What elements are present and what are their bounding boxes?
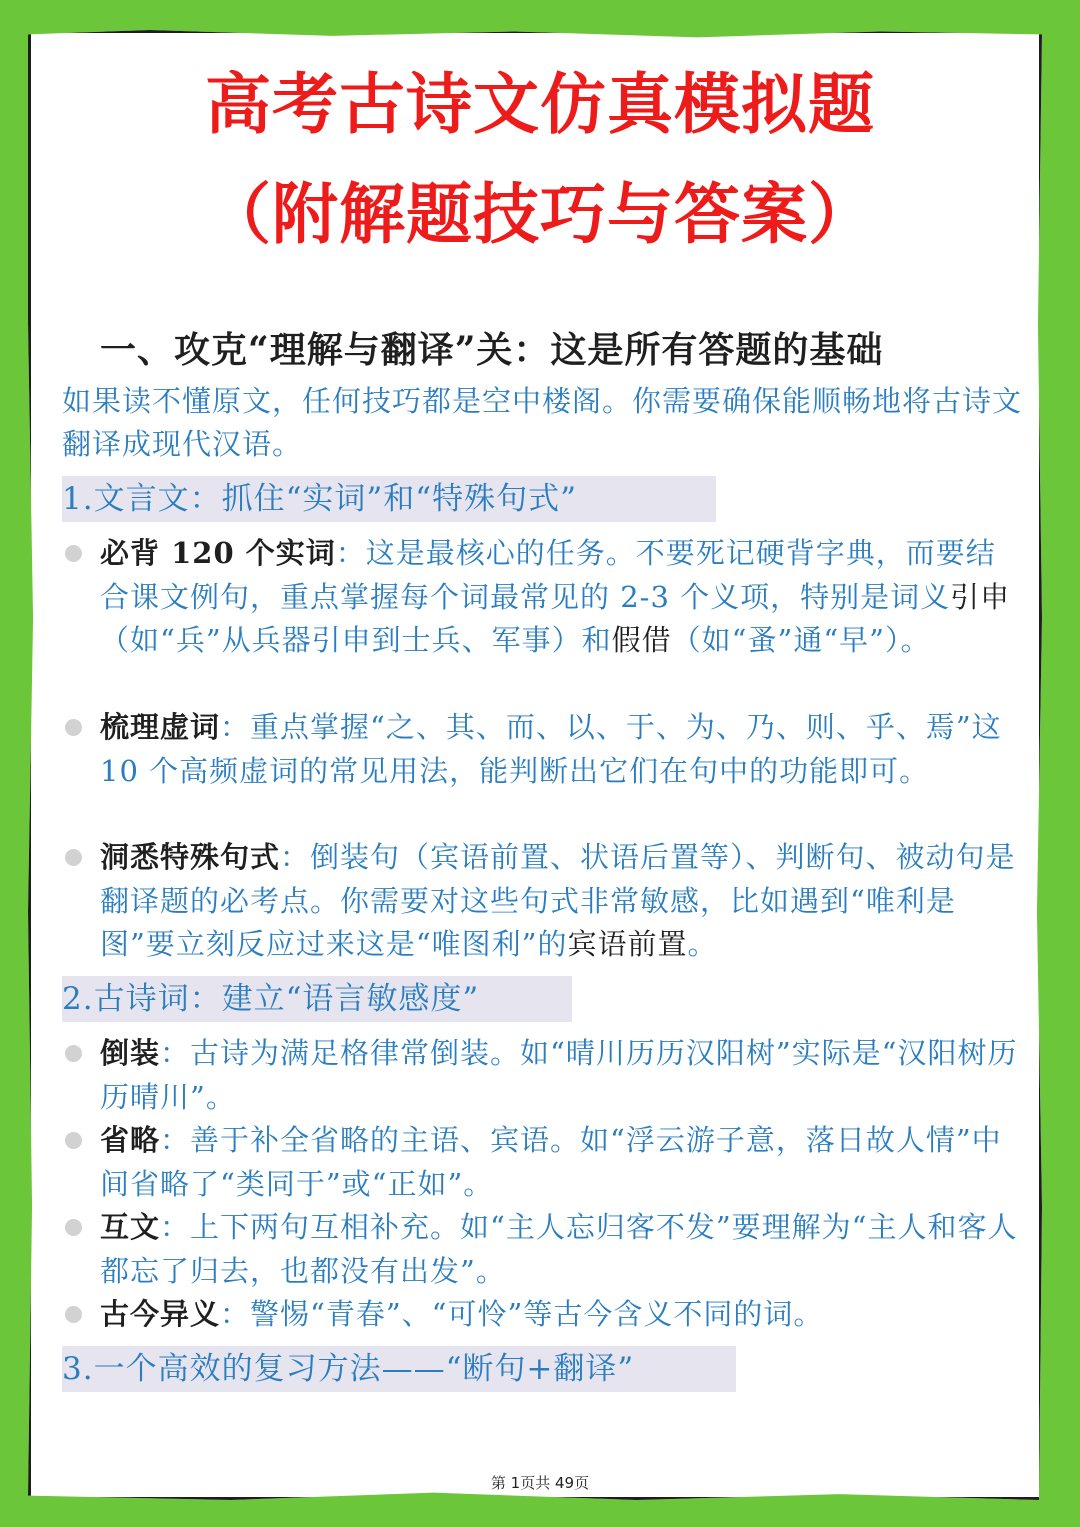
page-subtitle: （附解题技巧与答案）: [205, 176, 875, 253]
subsection-heading-gushici: 2.古诗词：建立“语言敏感度”: [62, 976, 572, 1022]
item-text: ：倒装句（宾语前置、状语后置等）、判断句、被动句是翻译题的必考点。你需要对这些句式非常敏感，比如遇到“唯利是图”要立刻反应过来这是“唯图利”的: [100, 840, 1016, 961]
item-key: 梳理虚词: [100, 710, 221, 744]
subsection-heading-fuxi-fangfa: 3.一个高效的复习方法——“断句+翻译”: [62, 1346, 736, 1392]
item-emphasis: 宾语前置: [567, 927, 688, 961]
item-text: ：警惕“青春”、“可怜”等古今含义不同的词。: [220, 1297, 824, 1331]
bullet-icon: [65, 1045, 82, 1062]
list-item-shici: [100, 532, 1020, 663]
item-text: ：这是最核心的任务。不要死记硬背字典，而要结合课文例句，重点掌握每个词最常见的 2-3 个义项，特别是词义: [100, 536, 996, 614]
bullet-icon: [65, 849, 82, 866]
bullet-icon: [65, 1219, 82, 1236]
item-text: ：上下两句互相补充。如“主人忘归客不发”要理解为“主人和客人都忘了归去，也都没有出发”。: [100, 1210, 1018, 1288]
list-item-shenglue: [100, 1119, 1020, 1206]
item-key: 倒装: [100, 1036, 161, 1070]
list-item-gujin-yiyi: [100, 1293, 1020, 1337]
item-key: 古今异义: [100, 1297, 221, 1331]
item-key: 必背 120 个实词: [100, 536, 336, 570]
list-item-xuci: [100, 706, 1020, 793]
list-item-huwen: [100, 1206, 1020, 1293]
page-number: 第 1页共 49页: [490, 1474, 590, 1492]
section-heading: 一、攻克“理解与翻译”关：这是所有答题的基础: [100, 329, 884, 371]
item-text: ：重点掌握“之、其、而、以、于、为、乃、则、乎、焉”这 10 个高频虚词的常见用法，能判断出它们在句中的功能即可。: [100, 710, 1002, 788]
item-text: ：古诗为满足格律常倒装。如“晴川历历汉阳树”实际是“汉阳树历历晴川”。: [100, 1036, 1018, 1114]
section-intro: 如果读不懂原文，任何技巧都是空中楼阁。你需要确保能顺畅地将古诗文翻译成现代汉语。: [62, 384, 1023, 461]
subsection-heading-wenyanwen: 1.文言文：抓住“实词”和“特殊句式”: [62, 476, 716, 522]
page-title: 高考古诗文仿真模拟题: [205, 66, 875, 143]
item-emphasis: 假借: [611, 623, 672, 657]
item-key: 省略: [100, 1123, 161, 1157]
bullet-icon: [65, 719, 82, 736]
bullet-icon: [65, 545, 82, 562]
item-text: 。: [687, 927, 718, 961]
item-key: 洞悉特殊句式: [100, 840, 281, 874]
bullet-icon: [65, 1132, 82, 1149]
item-text: （如“兵”从兵器引申到士兵、军事）和: [100, 623, 612, 657]
item-text: （如“蚤”通“早”）。: [671, 623, 931, 657]
list-item-teshu-jushi: [100, 836, 1020, 967]
item-text: ：善于补全省略的主语、宾语。如“浮云游子意，落日故人情”中间省略了“类同于”或“正如”。: [100, 1123, 1002, 1201]
list-item-daozhuang: [100, 1032, 1020, 1119]
item-key: 互文: [100, 1210, 161, 1244]
bullet-icon: [65, 1306, 82, 1323]
item-emphasis: 引申: [950, 579, 1011, 614]
